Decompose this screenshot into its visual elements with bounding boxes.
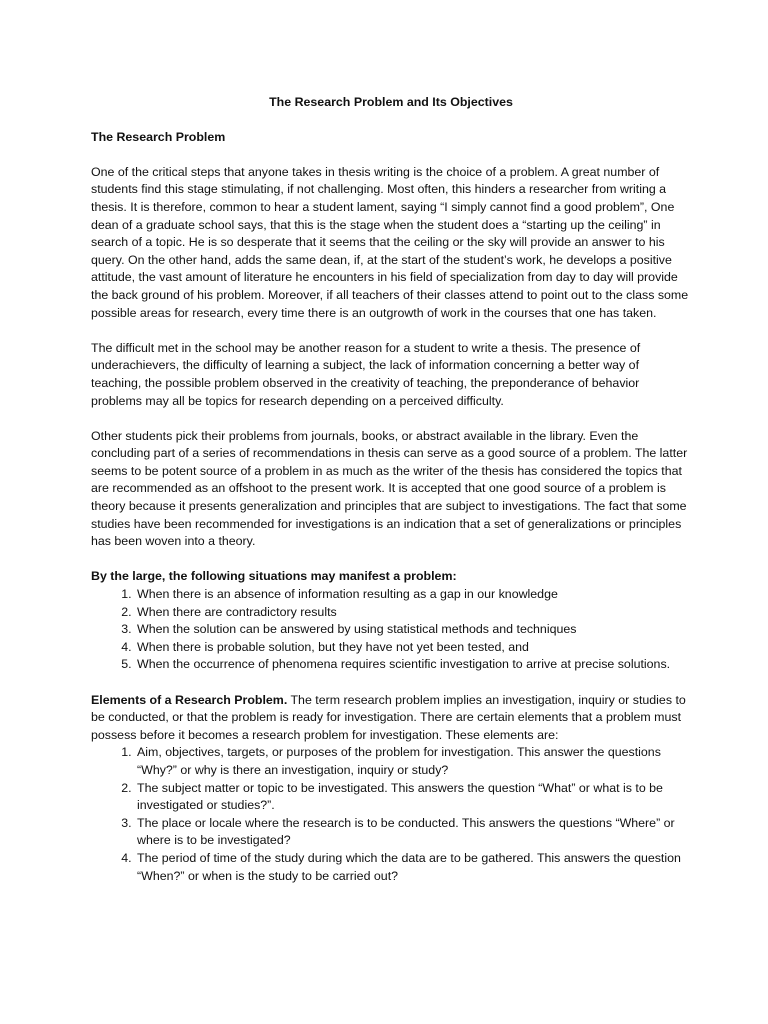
document-page [91, 94, 691, 885]
elements-lead: Elements of a Research Problem. [91, 692, 288, 707]
list-item: 4. The period of time of the study during which the data are to be gathered. This answers the question “When?” or when is the study to be carried out? [135, 850, 691, 885]
elements-list [91, 744, 691, 885]
list-item: 5. When the occurrence of phenomena requires scientific investigation to arrive at precise solutions. [135, 656, 691, 674]
elements-paragraph [91, 692, 691, 745]
list-item: 3. When the solution can be answered by using statistical methods and techniques [135, 621, 691, 639]
paragraph-intro: One of the critical steps that anyone takes in thesis writing is the choice of a problem. A great number of students find this stage stimulating, if not challenging. Most often, this hinders a researcher from writing a thesis. It is therefore, common to hear a student lament, saying “I simply cannot find a good problem”, One dean of a graduate school says, that this is the stage when the student does a “starting up the ceiling” in search of a topic. He is so desperate that it seems that the ceiling or the sky will provide an answer to his query. On the other hand, adds the same dean, if, at the start of the student’s work, he develops a positive attitude, the vast amount of literature he encounters in his field of specialization from day to day will provide the back ground of his problem. Moreover, if all teachers of their classes attend to point out to the class some possible areas for research, every time there is an outgrowth of work in the courses that one has taken. [91, 164, 689, 320]
list-item: 2. When there are contradictory results [135, 604, 691, 622]
list-item: 3. The place or locale where the research is to be conducted. This answers the questions “Where” or where is to be investigated? [135, 815, 691, 850]
elements-text: The term research problem implies an investigation, inquiry or studies to be conducted, or that the problem is ready for investigation. There are certain elements that a problem must possess before it becomes a research problem for investigation. These elements are: [91, 692, 686, 742]
list-item: 1. Aim, objectives, targets, or purposes of the problem for investigation. This answer the questions “Why?” or why is there an investigation, inquiry or study? [135, 744, 691, 779]
situations-list [91, 586, 691, 674]
document-title: The Research Problem and Its Objectives [269, 95, 513, 109]
section-heading: The Research Problem [91, 129, 226, 144]
paragraph-difficulty: The difficult met in the school may be another reason for a student to write a thesis. The presence of underachievers, the difficulty of learning a subject, the lack of information concerning a better way of teaching, the possible problem observed in the creativity of teaching, the preponderance of behavior problems may all be topics for research depending on a perceived difficulty. [91, 340, 641, 408]
list-item: 4. When there is probable solution, but they have not yet been tested, and [135, 639, 691, 657]
situations-heading: By the large, the following situations may manifest a problem: [91, 569, 457, 584]
list-item: 1. When there is an absence of information resulting as a gap in our knowledge [135, 586, 691, 604]
paragraph-sources: Other students pick their problems from journals, books, or abstract available in the library. Even the concluding part of a series of recommendations in thesis can serve as a good source of a problem. The latter seems to be potent source of a problem in as much as the writer of the thesis has considered the topics that are recommended as an offshoot to the present work. It is accepted that one good source of a problem is theory because it presents generalization and principles that are subject to investigations. The fact that some studies have been recommended for investigations is an indication that a set of generalizations or principles has been woven into a theory. [91, 428, 688, 549]
list-item: 2. The subject matter or topic to be investigated. This answers the question “What” or what is to be investigated or studies?”. [135, 780, 691, 815]
